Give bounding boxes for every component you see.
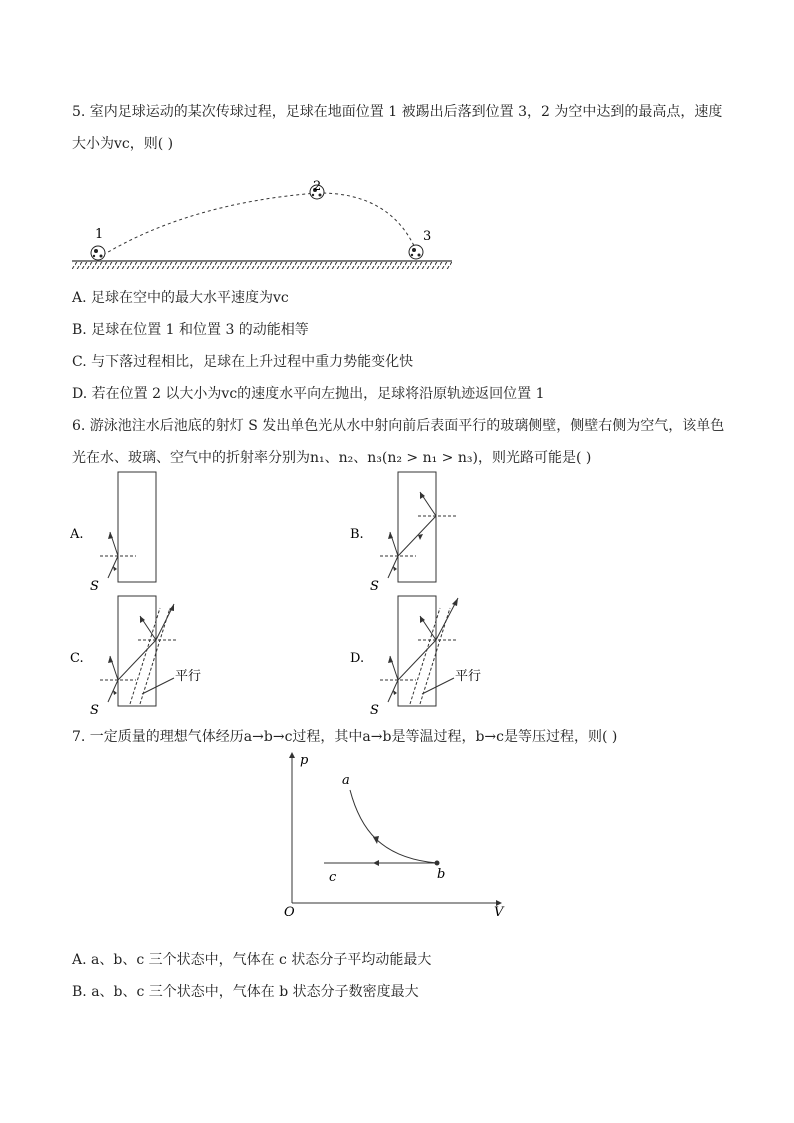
incident-ray (108, 556, 118, 578)
q6-figure-a[interactable] (70, 470, 170, 595)
q6-stem-line2: 光在水、玻璃、空气中的折射率分别为n₁、n₂、n₃(n₂ > n₁ > n₃)，则光路可能是( ) (72, 450, 592, 466)
incident-ray (388, 680, 398, 702)
v-axis-label: V (494, 905, 504, 920)
q7-stem: 7. 一定质量的理想气体经历a→b→c过程，其中a→b是等温过程，b→c是等压过程，则( ) (72, 729, 618, 745)
incident-ray (388, 556, 398, 578)
q6-figure-b[interactable] (350, 470, 470, 595)
point-c-label: c (329, 870, 337, 885)
falling-path (317, 193, 416, 250)
q6-stem-line1: 6. 游泳池注水后池底的射灯 S 发出单色光从水中射向前后表面平行的玻璃侧壁，侧壁右侧为空气，该单色 (72, 418, 725, 434)
q6-figure-d[interactable] (350, 594, 500, 719)
ball-position-3 (409, 245, 423, 259)
source-s-label: S (90, 703, 99, 718)
q5-trajectory-figure (70, 178, 460, 270)
incident-ray (108, 680, 118, 702)
ground-hatching (72, 262, 452, 269)
figure-b-option-label: B. (350, 527, 364, 542)
ball-position-1 (91, 246, 105, 260)
source-s-label: S (370, 703, 379, 718)
label-position-3: 3 (423, 229, 432, 244)
q5-option-b[interactable]: B. 足球在位置 1 和位置 3 的动能相等 (72, 322, 309, 338)
figure-d-option-label: D. (350, 651, 365, 666)
q7-pv-graph (280, 748, 510, 924)
q5-option-a[interactable]: A. 足球在空中的最大水平速度为vc (72, 290, 289, 306)
q5-stem-line1: 5. 室内足球运动的某次传球过程，足球在地面位置 1 被踢出后落到位置 3，2 为空中达到的最高点，速度 (72, 104, 723, 120)
source-s-label: S (90, 579, 99, 594)
point-a-label: a (342, 773, 350, 788)
point-b-marker (435, 861, 440, 866)
figure-c-option-label: C. (70, 651, 84, 666)
label-position-1: 1 (95, 227, 104, 242)
isotherm-curve-ab (350, 790, 437, 863)
figure-a-option-label: A. (70, 527, 84, 542)
glass-wall (118, 472, 156, 582)
q5-option-c[interactable]: C. 与下落过程相比，足球在上升过程中重力势能变化快 (72, 354, 414, 370)
q6-figure-c[interactable] (70, 594, 220, 719)
glass-wall (398, 472, 436, 582)
q7-option-a[interactable]: A. a、b、c 三个状态中，气体在 c 状态分子平均动能最大 (72, 952, 432, 968)
q7-option-b[interactable]: B. a、b、c 三个状态中，气体在 b 状态分子数密度最大 (72, 984, 419, 1000)
parallel-label: 平行 (175, 669, 202, 684)
origin-label: O (284, 905, 295, 920)
label-position-2: 2 (313, 178, 322, 194)
source-s-label: S (370, 579, 379, 594)
parallel-label: 平行 (455, 669, 482, 684)
q5-stem-line2: 大小为vc，则( ) (72, 136, 174, 152)
rising-path (103, 193, 317, 255)
point-b-label: b (437, 867, 446, 882)
p-axis-label: p (300, 753, 309, 768)
q5-option-d[interactable]: D. 若在位置 2 以大小为vc的速度水平向左抛出，足球将沿原轨迹返回位置 1 (72, 386, 545, 402)
